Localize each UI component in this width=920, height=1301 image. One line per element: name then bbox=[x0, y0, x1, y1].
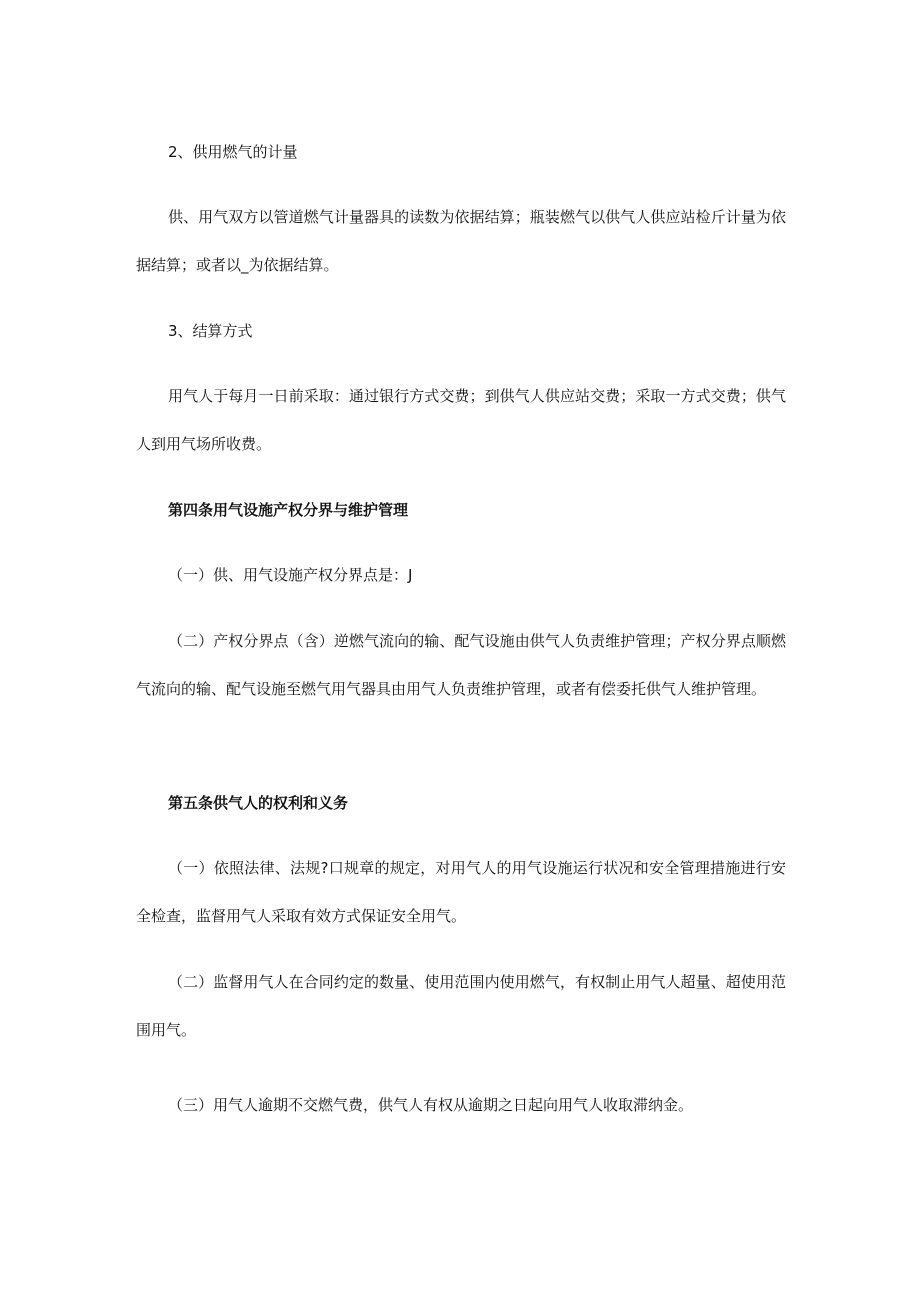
paragraph-settlement-detail: 用气人于每月一日前采取：通过银行方式交费；到供气人供应站交费；采取一方式交费；供气人到用气场所收费。 bbox=[136, 387, 786, 453]
section-heading-settlement: 3、结算方式 bbox=[168, 322, 253, 340]
article-4-item-2: （二）产权分界点（含）逆燃气流向的输、配气设施由供气人负责维护管理；产权分界点顺燃气流向的输、配气设施至燃气用气器具由用气人负责维护管理，或者有偿委托供气人维护管理。 bbox=[136, 632, 786, 698]
article-5-item-3: （三）用气人逾期不交燃气费，供气人有权从逾期之日起向用气人收取滞纳金。 bbox=[168, 1096, 694, 1114]
paragraph-metering-detail: 供、用气双方以管道燃气计量器具的读数为依据结算；瓶装燃气以供气人供应站检斤计量为依据结算；或者以_为依据结算。 bbox=[136, 208, 786, 274]
article-5-item-2: （二）监督用气人在合同约定的数量、使用范围内使用燃气，有权制止用气人超量、超使用范围用气。 bbox=[136, 973, 786, 1039]
article-4-item-1: （一）供、用气设施产权分界点是：J bbox=[168, 566, 413, 584]
section-heading-metering: 2、供用燃气的计量 bbox=[168, 143, 298, 161]
article-5-item-1: （一）依照法律、法规?口规章的规定，对用气人的用气设施运行状况和安全管理措施进行安全检查，监督用气人采取有效方式保证安全用气。 bbox=[136, 859, 786, 925]
article-4-heading: 第四条用气设施产权分界与维护管理 bbox=[168, 501, 409, 519]
article-5-heading: 第五条供气人的权利和义务 bbox=[168, 794, 349, 812]
